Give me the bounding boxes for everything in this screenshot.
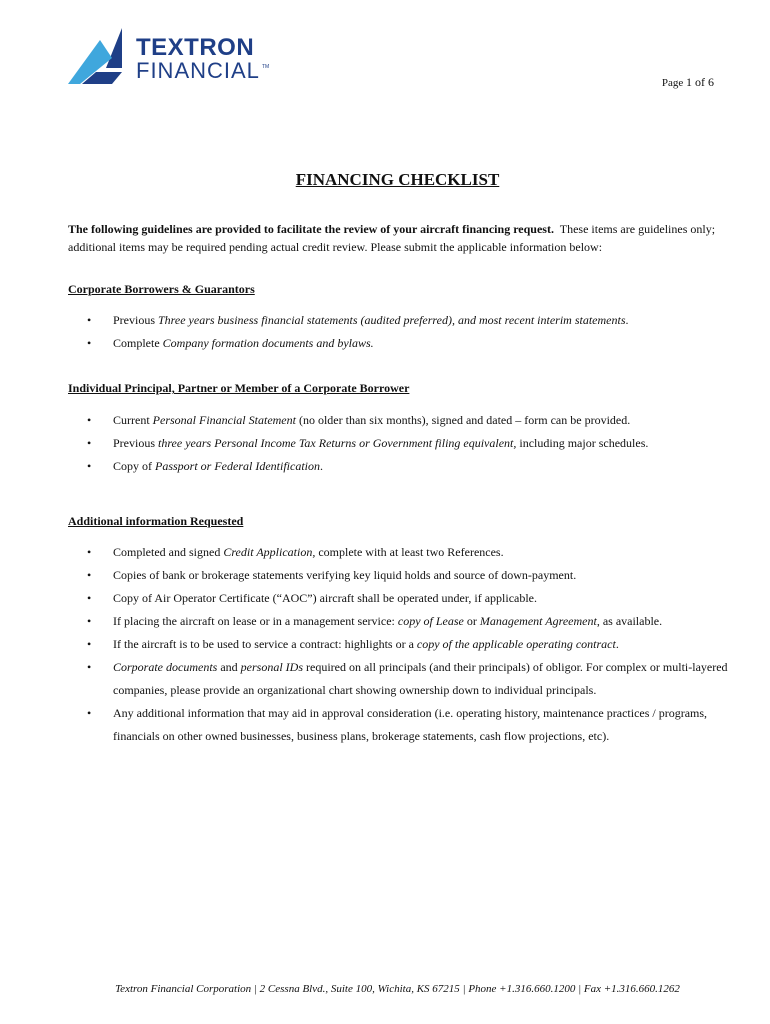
item-text: If the aircraft is to be used to service a contract: highlights or a (113, 637, 417, 651)
item-text: Management Agreement (479, 614, 597, 628)
item-text: , as available. (596, 614, 663, 628)
item-text: (no older than six months), signed and dated – form can be provided. (295, 413, 631, 427)
logo-trademark: TM (262, 64, 270, 70)
item-text: Completed and signed (113, 545, 224, 559)
list-item (68, 610, 733, 633)
item-text: Three years business financial statements (audited preferred), and most recent interim statements (158, 313, 626, 327)
logo-mark-icon (66, 28, 132, 86)
document-title: FINANCING CHECKLIST (295, 170, 500, 189)
list-item (68, 455, 733, 478)
page-number: 1 of 6 (686, 75, 714, 89)
item-text: copy of Lease (397, 614, 464, 628)
item-text: Current (113, 413, 153, 427)
item-text: Copy of (113, 459, 155, 473)
item-text: Copy of Air Operator Certificate (“AOC”) aircraft shall be operated under, if applicable. (113, 591, 538, 605)
item-text: personal IDs (240, 660, 303, 674)
item-text: three years Personal Income Tax Returns or Government filing equivalent, (158, 436, 517, 450)
intro-paragraph (68, 220, 728, 256)
item-text: . (319, 459, 323, 473)
item-text: Complete (113, 336, 163, 350)
list-item (68, 541, 733, 564)
footer-contact: Textron Financial Corporation | 2 Cessna Blvd., Suite 100, Wichita, KS 67215 | Phone +1.316.660.1200 | Fax +1.316.660.1262 (115, 983, 680, 995)
item-text: including major schedules. (516, 436, 649, 450)
list-individual (68, 409, 733, 478)
list-corporate (68, 309, 733, 355)
list-item (68, 309, 733, 332)
item-text: or (463, 614, 480, 628)
list-item (68, 656, 733, 702)
section-heading-individual: Individual Principal, Partner or Member of a Corporate Borrower (68, 381, 410, 395)
item-text: Credit Application, (223, 545, 316, 559)
item-text: required on all principals (and their principals) of obligor. For complex or multi-layered companies, please provide an organizational chart showing ownership down to individual principals. (113, 660, 728, 697)
list-item (68, 702, 733, 748)
list-item (68, 432, 733, 455)
list-item (68, 332, 733, 355)
item-text: . (615, 637, 619, 651)
item-text: . (625, 313, 629, 327)
item-text: copy of the applicable operating contract (416, 637, 616, 651)
item-text: Passport or Federal Identification (155, 459, 320, 473)
intro-bold-text: The following guidelines are provided to facilitate the review of your aircraft financing request. (68, 222, 554, 236)
list-item (68, 564, 733, 587)
section-heading-corporate: Corporate Borrowers & Guarantors (68, 282, 255, 296)
item-text: Company formation documents and bylaws. (162, 336, 374, 350)
item-text: Personal Financial Statement (152, 413, 296, 427)
logo-wordmark-financial: FINANCIAL (136, 58, 260, 83)
list-item (68, 587, 733, 610)
section-heading-additional: Additional information Requested (68, 514, 244, 528)
list-additional (68, 541, 733, 748)
item-text: Corporate documents (113, 660, 218, 674)
item-text: Copies of bank or brokerage statements verifying key liquid holds and source of down-payment. (113, 568, 577, 582)
intro-text: These items are guidelines only; additional items may be required pending actual credit review. Please submit the applicable information below: (68, 222, 716, 254)
textron-financial-logo (66, 28, 271, 86)
page-label: Page (661, 77, 684, 89)
item-text: If placing the aircraft on lease or in a management service: (113, 614, 398, 628)
item-text: Previous (113, 436, 158, 450)
item-text: Previous (113, 313, 158, 327)
item-text: Any additional information that may aid in approval consideration (i.e. operating history, maintenance practices / programs, financials on other owned businesses, business plans, brokerage statements, cash flow projections, etc). (113, 706, 708, 743)
page-indicator (662, 75, 714, 90)
list-item (68, 409, 733, 432)
logo-wordmark-textron: TEXTRON (136, 34, 255, 61)
list-item (68, 633, 733, 656)
item-text: complete with at least two References. (315, 545, 504, 559)
item-text: and (217, 660, 241, 674)
